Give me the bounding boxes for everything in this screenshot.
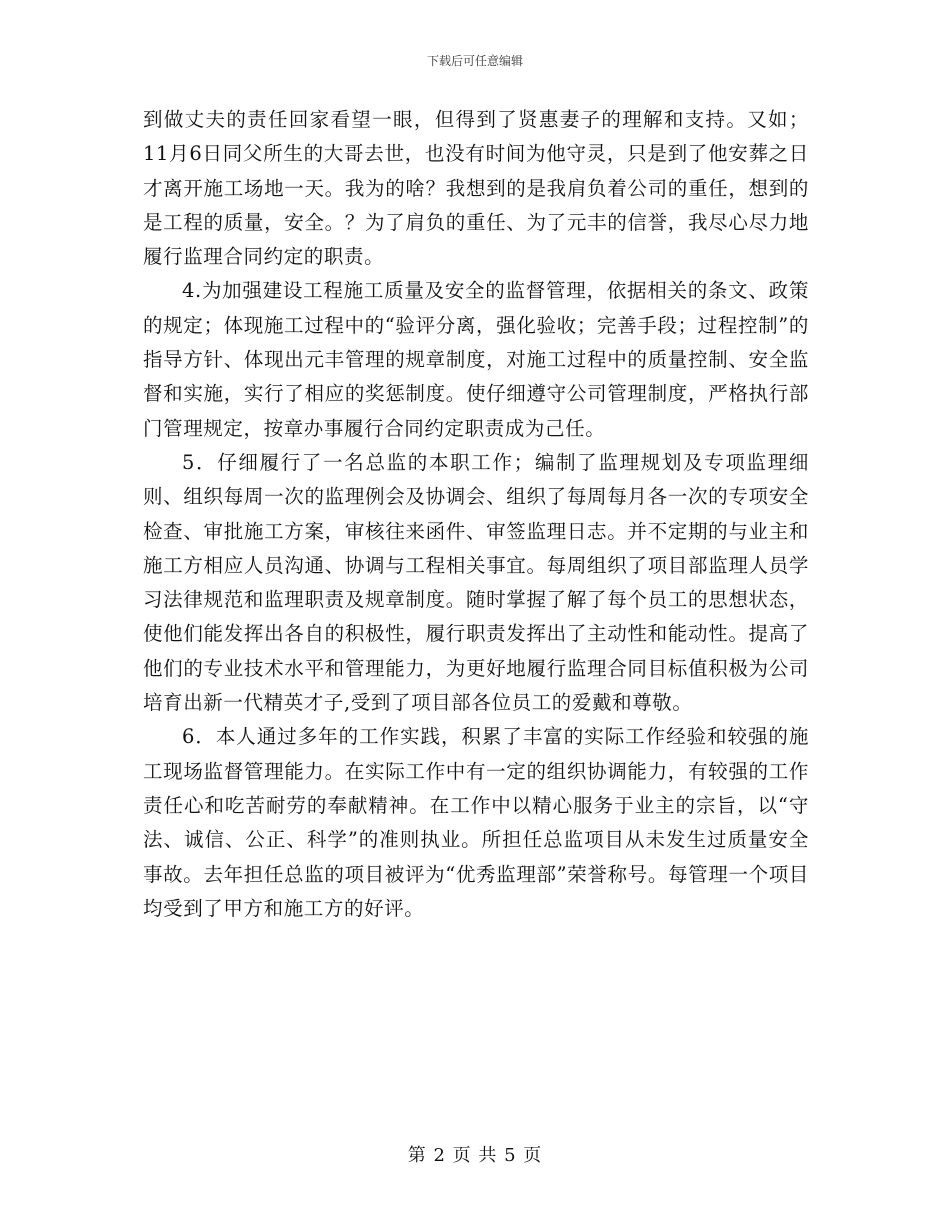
page-number-footer: 第 2 页 共 5 页 xyxy=(407,1145,543,1166)
document-body xyxy=(143,103,809,926)
paragraph-item-6: 6．本人通过多年的工作实践，积累了丰富的实际工作经验和较强的施工现场监督管理能力。在实际工作中有一定的组织协调能力，有较强的工作责任心和吃苦耐劳的奉献精神。在工作中以精心服务于业主的宗旨，以“守法、诚信、公正、科学”的准则执业。所担任总监项目从未发生过质量安全事故。去年担任总监的项目被评为“优秀监理部”荣誉称号。每管理一个项目均受到了甲方和施工方的好评。 xyxy=(143,725,809,920)
paragraph-continuation: 到做丈夫的责任回家看望一眼，但得到了贤惠妻子的理解和支持。又如；11月6日同父所生的大哥去世，也没有时间为他守灵，只是到了他安葬之日才离开施工场地一天。我为的啥？我想到的是我肩负着公司的重任，想到的是工程的质量，安全。？为了肩负的重任、为了元丰的信誉，我尽心尽力地履行监理合同约定的职责。 xyxy=(143,108,809,269)
paragraph-item-4: 4.为加强建设工程施工质量及安全的监督管理，依据相关的条文、政策的规定；体现施工过程中的“验评分离，强化验收；完善手段；过程控制”的指导方针、体现出元丰管理的规章制度，对施工过程中的质量控制、安全监督和实施，实行了相应的奖惩制度。使仔细遵守公司管理制度，严格执行部门管理规定，按章办事履行合同约定职责成为己任。 xyxy=(143,279,809,440)
page-header: 下载后可任意编辑 xyxy=(426,54,523,68)
paragraph-item-5: 5．仔细履行了一名总监的本职工作；编制了监理规划及专项监理细则、组织每周一次的监理例会及协调会、组织了每周每月各一次的专项安全检查、审批施工方案，审核往来函件、审签监理日志。并不定期的与业主和施工方相应人员沟通、协调与工程相关事宜。每周组织了项目部监理人员学习法律规范和监理职责及规章制度。随时掌握了解了每个员工的思想状态，使他们能发挥出各自的积极性，履行职责发挥出了主动性和能动性。提高了他们的专业技术水平和管理能力，为更好地履行监理合同目标值积极为公司培育出新一代精英才子,受到了项目部各位员工的爱戴和尊敬。 xyxy=(143,450,809,715)
